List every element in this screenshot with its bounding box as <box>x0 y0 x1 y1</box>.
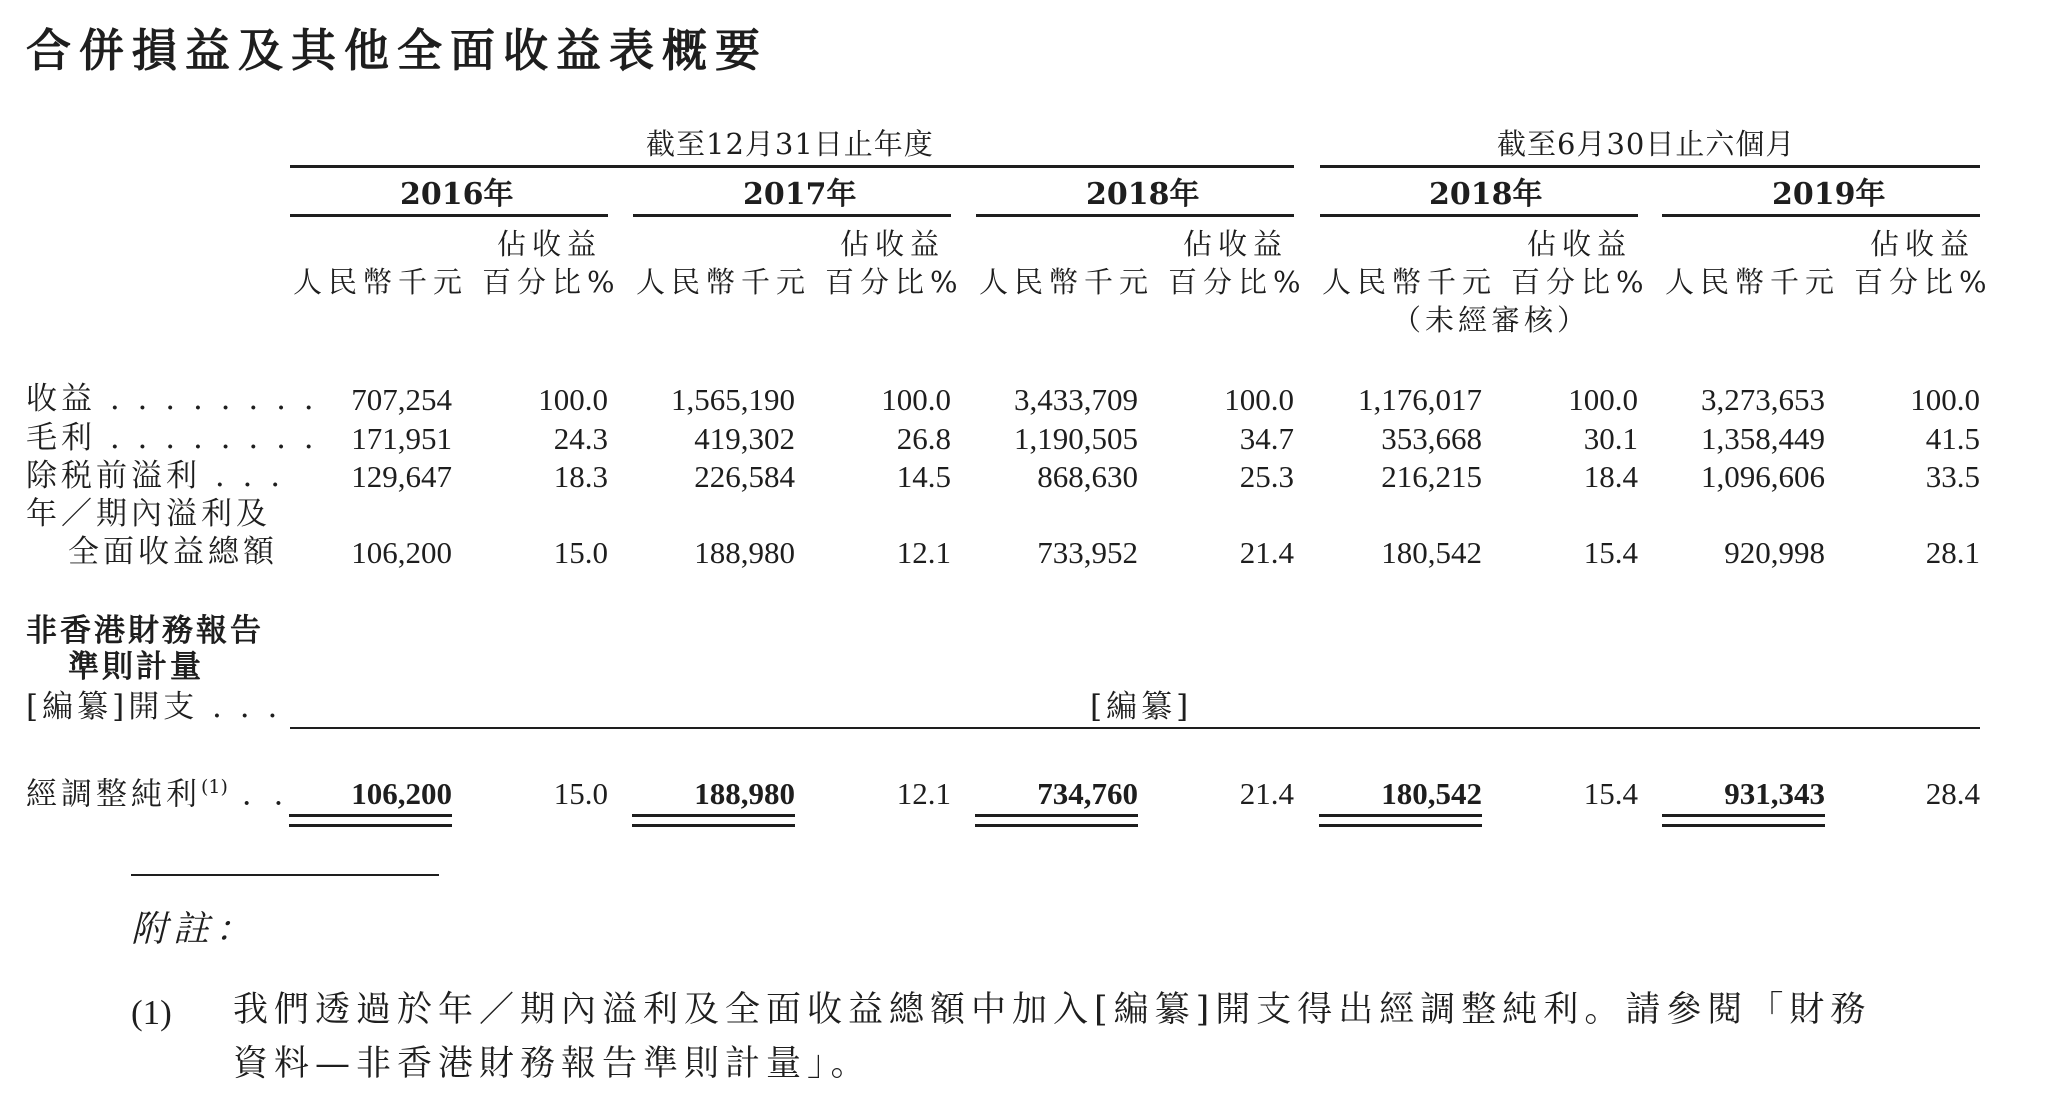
double-underline <box>1319 824 1482 827</box>
footnote-separator <box>131 874 439 876</box>
cell-pct: 41.5 <box>1925 421 1980 456</box>
annual-period-rule <box>290 165 1294 168</box>
cell-rmb: 129,647 <box>351 459 452 494</box>
year-header-2019-interim: 2019年 <box>1772 177 1886 212</box>
double-underline <box>632 824 795 827</box>
cell-pct: 14.5 <box>896 459 951 494</box>
col-pct-bottom: 百分比% <box>1168 265 1307 299</box>
double-underline <box>1662 814 1825 817</box>
cell-adjusted-pct: 15.0 <box>553 776 608 811</box>
col-pct-top: 佔收益 <box>1527 227 1633 261</box>
col-pct-bottom: 百分比% <box>1511 265 1650 299</box>
cell-rmb: 106,200 <box>351 535 452 570</box>
cell-rmb: 3,273,653 <box>1701 382 1825 417</box>
cell-rmb: 419,302 <box>694 421 795 456</box>
cell-rmb: 1,565,190 <box>671 382 795 417</box>
double-underline <box>632 814 795 817</box>
period-interim-header: 截至6月30日止六個月 <box>1497 127 1796 161</box>
cell-pct: 100.0 <box>1910 382 1980 417</box>
col-pct-bottom: 百分比% <box>825 265 964 299</box>
double-underline <box>1319 814 1482 817</box>
listing-expense-value: [編纂] <box>1090 689 1193 725</box>
non-hkfrs-heading-cont: 準則計量 <box>68 649 204 685</box>
cell-pct: 15.4 <box>1583 535 1638 570</box>
cell-adjusted-pct: 12.1 <box>896 776 951 811</box>
cell-rmb: 171,951 <box>351 421 452 456</box>
cell-pct: 100.0 <box>1224 382 1294 417</box>
cell-rmb: 3,433,709 <box>1014 382 1138 417</box>
year-rule-2018 <box>976 214 1294 217</box>
year-rule-2016 <box>290 214 608 217</box>
cell-pct: 100.0 <box>538 382 608 417</box>
cell-adjusted-rmb: 106,200 <box>351 776 452 811</box>
double-underline <box>975 824 1138 827</box>
col-rmb: 人民幣千元 <box>636 265 812 299</box>
row-label-profit-year: 年／期內溢利及 <box>26 496 271 532</box>
cell-pct: 33.5 <box>1925 459 1980 494</box>
cell-pct: 100.0 <box>881 382 951 417</box>
col-rmb: 人民幣千元 <box>1322 265 1498 299</box>
col-rmb: 人民幣千元 <box>1665 265 1841 299</box>
cell-pct: 26.8 <box>896 421 951 456</box>
cell-rmb: 920,998 <box>1724 535 1825 570</box>
col-pct-top: 佔收益 <box>497 227 603 261</box>
cell-rmb: 188,980 <box>694 535 795 570</box>
row-label-listing-expense: [編纂]開支 . . . <box>26 689 282 725</box>
cell-pct: 21.4 <box>1239 535 1294 570</box>
note-text-line1: 我們透過於年／期內溢利及全面收益總額中加入[編纂]開支得出經調整純利。請參閱「財務 <box>233 990 1872 1030</box>
cell-adjusted-rmb: 180,542 <box>1381 776 1482 811</box>
subtotal-rule <box>290 727 1980 729</box>
col-rmb: 人民幣千元 <box>979 265 1155 299</box>
cell-rmb: 1,096,606 <box>1701 459 1825 494</box>
year-header-2017: 2017年 <box>743 177 857 212</box>
year-header-2018-interim: 2018年 <box>1429 177 1543 212</box>
double-underline <box>975 814 1138 817</box>
cell-pct: 12.1 <box>896 535 951 570</box>
cell-pct: 28.1 <box>1925 535 1980 570</box>
double-underline <box>289 824 452 827</box>
row-label-total-comprehensive: 全面收益總額 <box>68 534 278 570</box>
footnote-ref: (1) <box>201 776 228 798</box>
cell-adjusted-rmb: 931,343 <box>1724 776 1825 811</box>
note-text-line2: 資料—非香港財務報告準則計量」。 <box>233 1044 872 1084</box>
leader-dots: . . <box>241 776 290 813</box>
cell-adjusted-rmb: 734,760 <box>1037 776 1138 811</box>
cell-rmb: 1,190,505 <box>1014 421 1138 456</box>
adjusted-label: 經調整純利 <box>26 776 201 813</box>
col-pct-top: 佔收益 <box>1870 227 1976 261</box>
note-number: (1) <box>131 993 172 1032</box>
cell-rmb: 1,358,449 <box>1701 421 1825 456</box>
interim-period-rule <box>1320 165 1980 168</box>
col-pct-top: 佔收益 <box>1183 227 1289 261</box>
year-rule-2019-interim <box>1662 214 1980 217</box>
cell-rmb: 707,254 <box>351 382 452 417</box>
cell-adjusted-pct: 15.4 <box>1583 776 1638 811</box>
unaudited-note: （未經審核） <box>1392 303 1591 337</box>
row-label-gross-profit: 毛利 . . . . . . . . <box>26 420 318 456</box>
period-annual-header: 截至12月31日止年度 <box>646 127 934 161</box>
cell-pct: 25.3 <box>1239 459 1294 494</box>
col-pct-top: 佔收益 <box>840 227 946 261</box>
year-header-2018: 2018年 <box>1086 177 1200 212</box>
cell-rmb: 353,668 <box>1381 421 1482 456</box>
cell-pct: 34.7 <box>1239 421 1294 456</box>
cell-rmb: 733,952 <box>1037 535 1138 570</box>
note-title: 附註： <box>131 909 258 950</box>
year-rule-2018-interim <box>1320 214 1638 217</box>
cell-pct: 18.3 <box>553 459 608 494</box>
cell-rmb: 868,630 <box>1037 459 1138 494</box>
row-label-revenue: 收益 . . . . . . . . <box>26 381 318 417</box>
year-header-2016: 2016年 <box>400 177 514 212</box>
row-label-adjusted-net-profit <box>26 776 290 813</box>
cell-adjusted-pct: 21.4 <box>1239 776 1294 811</box>
year-rule-2017 <box>633 214 951 217</box>
cell-rmb: 1,176,017 <box>1358 382 1482 417</box>
cell-pct: 30.1 <box>1583 421 1638 456</box>
cell-pct: 24.3 <box>553 421 608 456</box>
col-rmb: 人民幣千元 <box>293 265 469 299</box>
row-label-profit-before-tax: 除税前溢利 . . . <box>26 458 285 494</box>
col-pct-bottom: 百分比% <box>482 265 621 299</box>
cell-pct: 15.0 <box>553 535 608 570</box>
cell-rmb: 226,584 <box>694 459 795 494</box>
cell-rmb: 216,215 <box>1381 459 1482 494</box>
col-pct-bottom: 百分比% <box>1854 265 1993 299</box>
page-title: 合併損益及其他全面收益表概要 <box>26 24 769 77</box>
cell-pct: 100.0 <box>1568 382 1638 417</box>
non-hkfrs-heading: 非香港財務報告 <box>26 613 264 649</box>
cell-rmb: 180,542 <box>1381 535 1482 570</box>
cell-pct: 18.4 <box>1583 459 1638 494</box>
cell-adjusted-pct: 28.4 <box>1925 776 1980 811</box>
cell-adjusted-rmb: 188,980 <box>694 776 795 811</box>
double-underline <box>289 814 452 817</box>
double-underline <box>1662 824 1825 827</box>
